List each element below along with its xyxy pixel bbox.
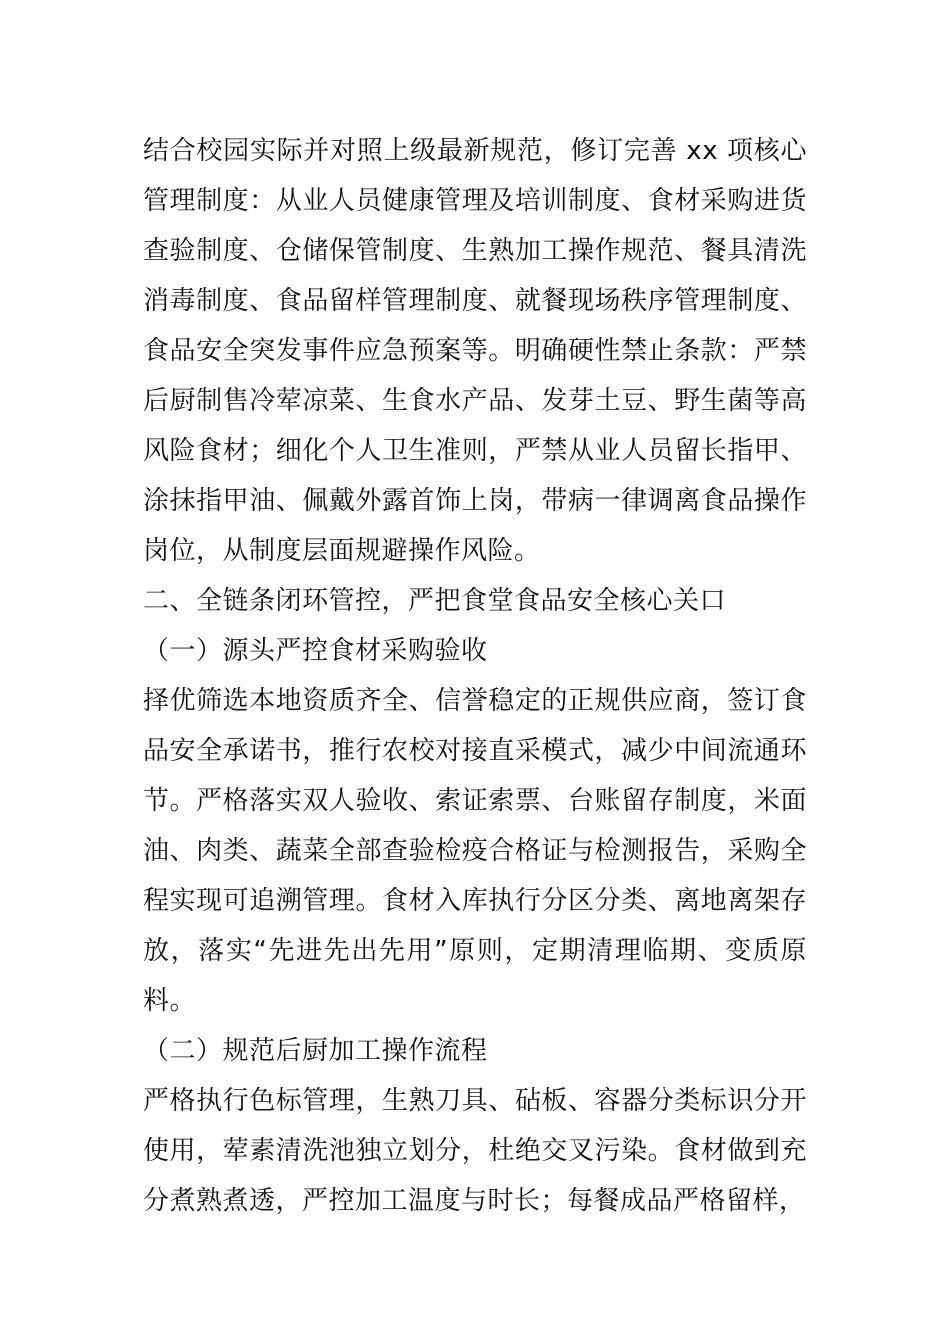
document-body <box>143 126 807 1226</box>
section-heading-full-chain-control: 二、全链条闭环管控，严把食堂食品安全核心关口 <box>143 586 727 616</box>
paragraph-kitchen-processing: 严格执行色标管理，生熟刀具、砧板、容器分类标识分开使用，荤素清洗池独立划分，杜绝交叉污染。食材做到充分煮熟煮透，严控加工温度与时长；每餐成品严格留样， <box>143 1086 807 1216</box>
paragraph-management-systems: 结合校园实际并对照上级最新规范，修订完善 xx 项核心管理制度：从业人员健康管理及培训制度、食材采购进货查验制度、仓储保管制度、生熟加工操作规范、餐具清洗消毒制度、食品留样管理制度、就餐现场秩序管理制度、食品安全突发事件应急预案等。明确硬性禁止条款：严禁后厨制售冷荤凉菜、生食水产品、发芽土豆、野生菌等高风险食材；细化个人卫生准则，严禁从业人员留长指甲、涂抹指甲油、佩戴外露首饰上岗，带病一律调离食品操作岗位，从制度层面规避操作风险。 <box>143 136 807 566</box>
paragraph-procurement: 择优筛选本地资质齐全、信誉稳定的正规供应商，签订食品安全承诺书，推行农校对接直采模式，减少中间流通环节。严格落实双人验收、索证索票、台账留存制度，米面油、肉类、蔬菜全部查验检疫合格证与检测报告，采购全程实现可追溯管理。食材入库执行分区分类、离地离架存放，落实“先进先出先用”原则，定期清理临期、变质原料。 <box>143 686 807 1016</box>
subheading-procurement-inspection: （一）源头严控食材采购验收 <box>143 636 488 666</box>
subheading-kitchen-processing: （二）规范后厨加工操作流程 <box>143 1036 488 1066</box>
